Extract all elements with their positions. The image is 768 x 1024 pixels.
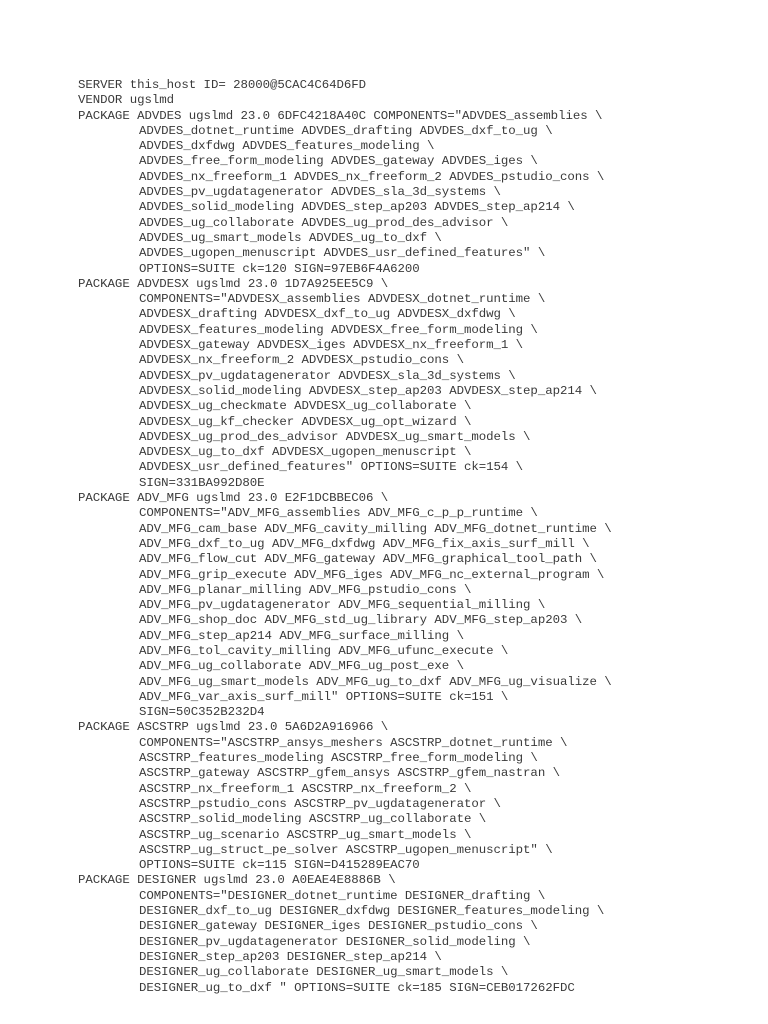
license-continuation-line: ADVDESX_drafting ADVDESX_dxf_to_ug ADVDESX_dxfdwg \ — [139, 307, 516, 322]
license-entry-line: PACKAGE DESIGNER ugslmd 23.0 A0EAE4E8886B \ — [78, 873, 396, 888]
license-continuation-line: DESIGNER_ug_to_dxf " OPTIONS=SUITE ck=185 SIGN=CEB017262FDC — [139, 980, 575, 995]
license-continuation-line: ASCSTRP_gateway ASCSTRP_gfem_ansys ASCSTRP_gfem_nastran \ — [139, 766, 560, 781]
license-entry-line: VENDOR ugslmd — [78, 93, 175, 108]
license-continuation-line: ADVDESX_solid_modeling ADVDESX_step_ap203 ADVDESX_step_ap214 \ — [139, 383, 597, 398]
license-continuation-line: ADVDES_dxfdwg ADVDES_features_modeling \ — [139, 139, 435, 154]
license-continuation-line: ADVDESX_ug_checkmate ADVDESX_ug_collaborate \ — [139, 399, 472, 414]
license-continuation-line: ADV_MFG_ug_smart_models ADV_MFG_ug_to_dxf ADV_MFG_ug_visualize \ — [139, 674, 612, 689]
license-continuation-line: DESIGNER_step_ap203 DESIGNER_step_ap214 \ — [139, 949, 442, 964]
license-continuation-line: ADVDESX_features_modeling ADVDESX_free_form_modeling \ — [139, 322, 538, 337]
license-continuation-line: COMPONENTS="DESIGNER_dotnet_runtime DESIGNER_drafting \ — [139, 888, 546, 903]
license-continuation-line: ADV_MFG_planar_milling ADV_MFG_pstudio_cons \ — [139, 582, 472, 597]
license-continuation-line: ADV_MFG_var_axis_surf_mill" OPTIONS=SUITE ck=151 \ — [139, 689, 509, 704]
license-continuation-line: ADVDES_nx_freeform_1 ADVDES_nx_freeform_2 ADVDES_pstudio_cons \ — [139, 169, 605, 184]
license-entry-line: PACKAGE ADV_MFG ugslmd 23.0 E2F1DCBBEC06 \ — [78, 491, 389, 506]
license-continuation-line: ADVDESX_nx_freeform_2 ADVDESX_pstudio_cons \ — [139, 353, 464, 368]
license-continuation-line: ADV_MFG_shop_doc ADV_MFG_std_ug_library ADV_MFG_step_ap203 \ — [139, 613, 583, 628]
license-continuation-line: ADVDES_solid_modeling ADVDES_step_ap203 ADVDES_step_ap214 \ — [139, 200, 575, 215]
license-entry-line: SERVER this_host ID= 28000@5CAC4C64D6FD — [78, 78, 367, 92]
license-continuation-line: ADV_MFG_step_ap214 ADV_MFG_surface_milling \ — [139, 628, 464, 643]
license-entry-line: PACKAGE ADVDES ugslmd 23.0 6DFC4218A40C COMPONENTS="ADVDES_assemblies \ — [78, 108, 603, 123]
license-continuation-line: ADV_MFG_dxf_to_ug ADV_MFG_dxfdwg ADV_MFG_fix_axis_surf_mill \ — [139, 536, 590, 551]
license-continuation-line: COMPONENTS="ASCSTRP_ansys_meshers ASCSTRP_dotnet_runtime \ — [139, 735, 568, 750]
license-entry-line: PACKAGE ADVDESX ugslmd 23.0 1D7A925EE5C9 \ — [78, 276, 389, 291]
license-continuation-line: DESIGNER_dxf_to_ug DESIGNER_dxfdwg DESIGNER_features_modeling \ — [139, 904, 605, 919]
license-continuation-line: ADV_MFG_pv_ugdatagenerator ADV_MFG_sequential_milling \ — [139, 598, 546, 613]
license-continuation-line: COMPONENTS="ADV_MFG_assemblies ADV_MFG_c_p_p_runtime \ — [139, 506, 538, 521]
license-continuation-line: ADVDES_ugopen_menuscript ADVDES_usr_defined_features" \ — [139, 246, 546, 261]
license-continuation-line: ADVDESX_gateway ADVDESX_iges ADVDESX_nx_freeform_1 \ — [139, 338, 524, 353]
license-continuation-line: ADV_MFG_cam_base ADV_MFG_cavity_milling ADV_MFG_dotnet_runtime \ — [139, 521, 612, 536]
license-continuation-line: ADV_MFG_grip_execute ADV_MFG_iges ADV_MFG_nc_external_program \ — [139, 567, 605, 582]
license-continuation-line: DESIGNER_pv_ugdatagenerator DESIGNER_solid_modeling \ — [139, 934, 531, 949]
license-continuation-line: ASCSTRP_pstudio_cons ASCSTRP_pv_ugdatagenerator \ — [139, 796, 501, 811]
license-continuation-line: ADV_MFG_flow_cut ADV_MFG_gateway ADV_MFG_graphical_tool_path \ — [139, 552, 597, 567]
license-continuation-line: ADVDESX_ug_kf_checker ADVDESX_ug_opt_wizard \ — [139, 414, 472, 429]
license-continuation-line: SIGN=331BA992D80E — [139, 475, 265, 490]
license-continuation-line: ADVDES_free_form_modeling ADVDES_gateway ADVDES_iges \ — [139, 154, 538, 169]
license-continuation-line: ADVDES_pv_ugdatagenerator ADVDES_sla_3d_systems \ — [139, 185, 501, 200]
license-continuation-line: ADVDES_ug_smart_models ADVDES_ug_to_dxf \ — [139, 230, 442, 245]
license-continuation-line: ASCSTRP_ug_struct_pe_solver ASCSTRP_ugopen_menuscript" \ — [139, 842, 553, 857]
license-continuation-line: ADVDESX_pv_ugdatagenerator ADVDESX_sla_3d_systems \ — [139, 368, 516, 383]
license-continuation-line: DESIGNER_gateway DESIGNER_iges DESIGNER_pstudio_cons \ — [139, 919, 538, 934]
license-continuation-line: ADVDES_dotnet_runtime ADVDES_drafting ADVDES_dxf_to_ug \ — [139, 123, 553, 138]
license-continuation-line: ADVDES_ug_collaborate ADVDES_ug_prod_des_advisor \ — [139, 215, 509, 230]
license-continuation-line: ASCSTRP_nx_freeform_1 ASCSTRP_nx_freeform_2 \ — [139, 781, 472, 796]
license-continuation-line: ADV_MFG_ug_collaborate ADV_MFG_ug_post_exe \ — [139, 659, 464, 674]
license-continuation-line: COMPONENTS="ADVDESX_assemblies ADVDESX_dotnet_runtime \ — [139, 292, 546, 307]
license-continuation-line: ADV_MFG_tol_cavity_milling ADV_MFG_ufunc_execute \ — [139, 643, 509, 658]
license-continuation-line: ASCSTRP_solid_modeling ASCSTRP_ug_collaborate \ — [139, 812, 487, 827]
license-continuation-line: DESIGNER_ug_collaborate DESIGNER_ug_smart_models \ — [139, 965, 509, 980]
license-continuation-line: SIGN=50C352B232D4 — [139, 705, 265, 720]
license-continuation-line: ASCSTRP_features_modeling ASCSTRP_free_form_modeling \ — [139, 751, 538, 766]
license-continuation-line: OPTIONS=SUITE ck=115 SIGN=D415289EAC70 — [139, 858, 420, 873]
license-continuation-line: ADVDESX_usr_defined_features" OPTIONS=SUITE ck=154 \ — [139, 460, 524, 475]
license-continuation-line: ASCSTRP_ug_scenario ASCSTRP_ug_smart_models \ — [139, 827, 472, 842]
license-continuation-line: ADVDESX_ug_to_dxf ADVDESX_ugopen_menuscript \ — [139, 445, 472, 460]
license-entry-line: PACKAGE ASCSTRP ugslmd 23.0 5A6D2A916966 \ — [78, 720, 389, 735]
license-continuation-line: OPTIONS=SUITE ck=120 SIGN=97EB6F4A6200 — [139, 261, 420, 276]
license-file-text — [78, 78, 748, 996]
license-continuation-line: ADVDESX_ug_prod_des_advisor ADVDESX_ug_smart_models \ — [139, 429, 531, 444]
